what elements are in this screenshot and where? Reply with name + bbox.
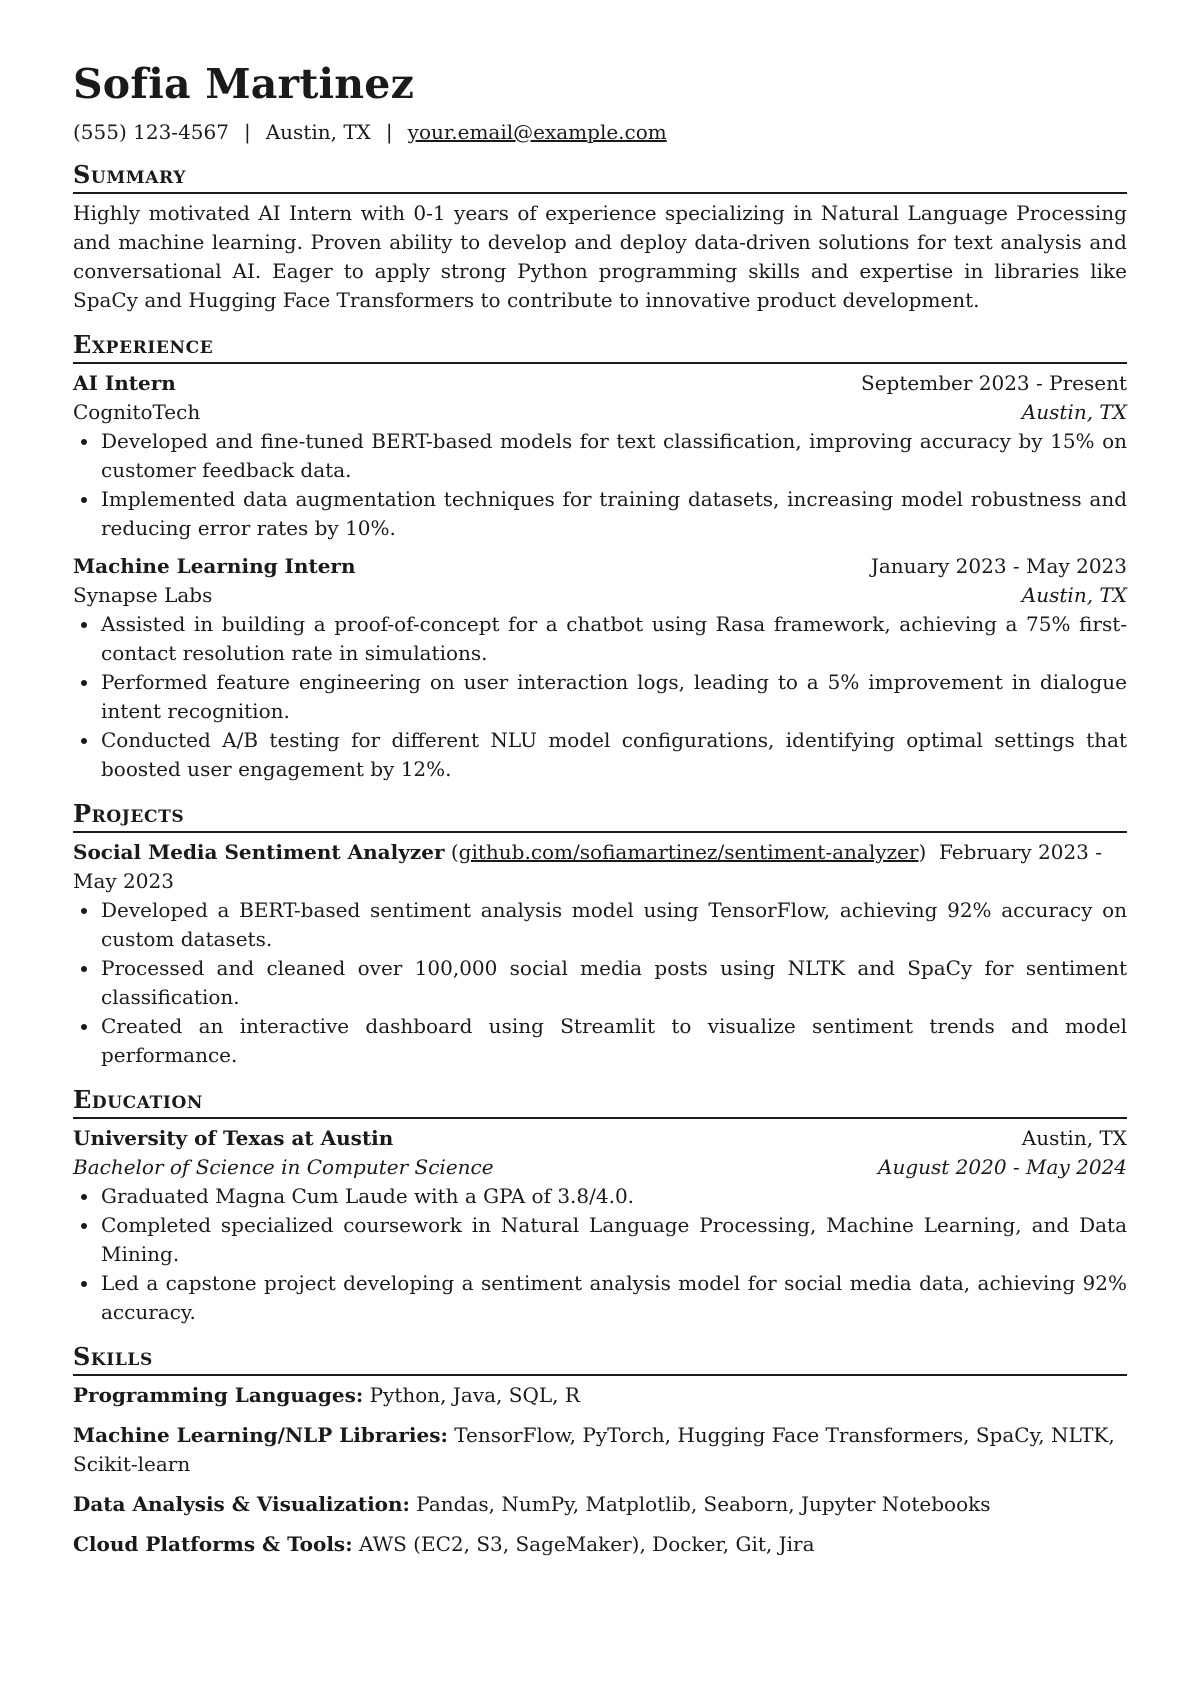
bullet-item: Graduated Magna Cum Laude with a GPA of 3.8/4.0. [73,1182,1127,1211]
bullet-item: Processed and cleaned over 100,000 social media posts using NLTK and SpaCy for sentiment classification. [73,954,1127,1012]
resume-content [73,58,1127,1559]
contact-separator: | [243,120,251,144]
bullet-item: Developed a BERT-based sentiment analysis model using TensorFlow, achieving 92% accuracy on custom datasets. [73,896,1127,954]
bullet-item: Implemented data augmentation techniques for training datasets, increasing model robustness and reducing error rates by 10%. [73,485,1127,543]
job-dates: January 2023 - May 2023 [870,554,1127,578]
skills-heading: Skills [73,1342,1127,1376]
education-bullets [73,1182,1127,1327]
skill-value: Python, Java, SQL, R [369,1383,580,1407]
email-link[interactable]: your.email@example.com [407,120,667,144]
skill-row [73,1490,1127,1519]
job-title-row [73,369,1127,398]
job-entry [73,369,1127,543]
skill-row [73,1530,1127,1559]
job-title-row [73,552,1127,581]
school-name: University of Texas at Austin [73,1126,394,1150]
bullet-item: Created an interactive dashboard using Streamlit to visualize sentiment trends and model performance. [73,1012,1127,1070]
bullet-item: Performed feature engineering on user interaction logs, leading to a 5% improvement in dialogue intent recognition. [73,668,1127,726]
project-link[interactable]: github.com/sofiamartinez/sentiment-analyzer [458,840,919,864]
bullet-item: Conducted A/B testing for different NLU model configurations, identifying optimal settings that boosted user engagement by 12%. [73,726,1127,784]
skill-value: AWS (EC2, S3, SageMaker), Docker, Git, Jira [358,1532,815,1556]
job-location: Austin, TX [1021,583,1127,607]
job-title: Machine Learning Intern [73,554,356,578]
education-heading: Education [73,1085,1127,1119]
education-entry [73,1124,1127,1327]
candidate-name: Sofia Martinez [73,60,415,108]
experience-heading: Experience [73,330,1127,364]
projects-heading: Projects [73,799,1127,833]
school-row [73,1124,1127,1153]
skill-value: Pandas, NumPy, Matplotlib, Seaborn, Jupyter Notebooks [416,1492,991,1516]
skill-label: Data Analysis & Visualization: [73,1492,410,1516]
school-location: Austin, TX [1021,1126,1127,1150]
phone-number: (555) 123-4567 [73,120,229,144]
summary-text: Highly motivated AI Intern with 0-1 years of experience specializing in Natural Language Processing and machine learning. Proven ability to develop and deploy data-driven solutions for text analysis and conversational AI. Eager to apply strong Python programming skills and expertise in libraries like SpaCy and Hugging Face Transformers to contribute to innovative product development. [73,201,1127,312]
skill-value: TensorFlow, PyTorch, Hugging Face Transformers, SpaCy, NLTK, Scikit-learn [73,1423,1115,1476]
project-title-line: Social Media Sentiment Analyzer (github.com/sofiamartinez/sentiment-analyzer) February 2023 - May 2023 [73,840,1103,893]
degree-row [73,1153,1127,1182]
job-entry [73,552,1127,784]
job-bullets [73,610,1127,784]
job-company-row [73,581,1127,610]
education-dates: August 2020 - May 2024 [878,1155,1127,1179]
skill-row [73,1381,1127,1410]
bullet-item: Assisted in building a proof-of-concept for a chatbot using Rasa framework, achieving a 75% first-contact resolution rate in simulations. [73,610,1127,668]
skill-label: Programming Languages: [73,1383,364,1407]
bullet-item: Led a capstone project developing a sentiment analysis model for social media data, achieving 92% accuracy. [73,1269,1127,1327]
job-location: Austin, TX [1021,400,1127,424]
job-bullets [73,427,1127,543]
project-bullets [73,896,1127,1070]
skill-row [73,1421,1127,1479]
bullet-item: Completed specialized coursework in Natural Language Processing, Machine Learning, and Data Mining. [73,1211,1127,1269]
job-company-row [73,398,1127,427]
job-title: AI Intern [73,371,176,395]
skill-label: Machine Learning/NLP Libraries: [73,1423,448,1447]
degree-name: Bachelor of Science in Computer Science [73,1155,494,1179]
contact-line [73,118,1127,147]
summary-heading: Summary [73,160,1127,194]
skill-label: Cloud Platforms & Tools: [73,1532,353,1556]
contact-separator: | [385,120,393,144]
contact-location: Austin, TX [265,120,371,144]
project-dates: February 2023 - May 2023 [73,840,1103,893]
job-company: Synapse Labs [73,583,213,607]
job-company: CognitoTech [73,400,201,424]
project-entry [73,838,1127,1070]
job-dates: September 2023 - Present [861,371,1127,395]
project-title: Social Media Sentiment Analyzer [73,840,445,864]
bullet-item: Developed and fine-tuned BERT-based models for text classification, improving accuracy by 15% on customer feedback data. [73,427,1127,485]
